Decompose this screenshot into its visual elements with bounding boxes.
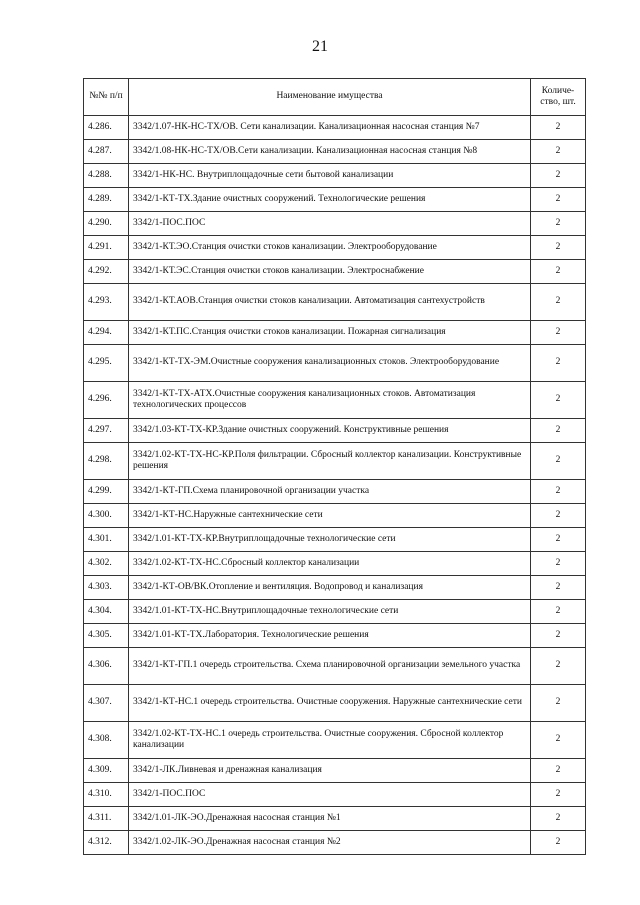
row-name: 3342/1.02-КТ-ТХ-НС-КР.Поля фильтрации. Сбросный коллектор канализации. Конструктивные решения bbox=[129, 443, 531, 480]
table-row bbox=[84, 685, 586, 722]
row-name: 3342/1.07-НК-НС-ТХ/ОВ. Сети канализации. Канализационная насосная станция №7 bbox=[129, 116, 531, 140]
row-number: 4.306. bbox=[84, 648, 129, 685]
table-row bbox=[84, 807, 586, 831]
row-number: 4.288. bbox=[84, 164, 129, 188]
row-number: 4.299. bbox=[84, 480, 129, 504]
row-number: 4.289. bbox=[84, 188, 129, 212]
row-number: 4.296. bbox=[84, 382, 129, 419]
table-row bbox=[84, 188, 586, 212]
table-row bbox=[84, 648, 586, 685]
row-name: 3342/1.01-КТ-ТХ.Лаборатория. Технологические решения bbox=[129, 624, 531, 648]
row-quantity: 2 bbox=[531, 480, 586, 504]
row-quantity: 2 bbox=[531, 284, 586, 321]
table-row bbox=[84, 504, 586, 528]
row-number: 4.305. bbox=[84, 624, 129, 648]
row-quantity: 2 bbox=[531, 648, 586, 685]
header-quantity: Количе-ство, шт. bbox=[531, 79, 586, 116]
table-row bbox=[84, 164, 586, 188]
row-quantity: 2 bbox=[531, 116, 586, 140]
row-number: 4.292. bbox=[84, 260, 129, 284]
row-number: 4.309. bbox=[84, 759, 129, 783]
header-number: №№ п/п bbox=[84, 79, 129, 116]
table-row bbox=[84, 284, 586, 321]
table-row bbox=[84, 759, 586, 783]
row-quantity: 2 bbox=[531, 419, 586, 443]
row-number: 4.307. bbox=[84, 685, 129, 722]
row-quantity: 2 bbox=[531, 504, 586, 528]
row-name: 3342/1.02-ЛК-ЭО.Дренажная насосная станция №2 bbox=[129, 831, 531, 855]
table-row bbox=[84, 321, 586, 345]
row-name: 3342/1-КТ-ГП.1 очередь строительства. Схема планировочной организации земельного участка bbox=[129, 648, 531, 685]
row-name: 3342/1.03-КТ-ТХ-КР.Здание очистных сооружений. Конструктивные решения bbox=[129, 419, 531, 443]
row-name: 3342/1-НК-НС. Внутриплощадочные сети бытовой канализации bbox=[129, 164, 531, 188]
row-name: 3342/1-КТ-ОВ/ВК.Отопление и вентиляция. Водопровод и канализация bbox=[129, 576, 531, 600]
row-name: 3342/1-ПОС.ПОС bbox=[129, 212, 531, 236]
row-name: 3342/1.02-КТ-ТХ-НС.1 очередь строительства. Очистные сооружения. Сбросной коллектор канализации bbox=[129, 722, 531, 759]
table-row bbox=[84, 116, 586, 140]
row-name: 3342/1-КТ-ТХ.Здание очистных сооружений. Технологические решения bbox=[129, 188, 531, 212]
page-number: 21 bbox=[312, 38, 328, 55]
row-number: 4.300. bbox=[84, 504, 129, 528]
table-row bbox=[84, 419, 586, 443]
row-quantity: 2 bbox=[531, 164, 586, 188]
row-number: 4.294. bbox=[84, 321, 129, 345]
table-row bbox=[84, 722, 586, 759]
row-number: 4.312. bbox=[84, 831, 129, 855]
row-quantity: 2 bbox=[531, 382, 586, 419]
row-quantity: 2 bbox=[531, 722, 586, 759]
row-number: 4.311. bbox=[84, 807, 129, 831]
row-number: 4.304. bbox=[84, 600, 129, 624]
table-row bbox=[84, 140, 586, 164]
row-name: 3342/1-КТ-ГП.Схема планировочной организации участка bbox=[129, 480, 531, 504]
table-row bbox=[84, 528, 586, 552]
inventory-table bbox=[83, 78, 586, 855]
row-name: 3342/1-КТ-ТХ-АТХ.Очистные сооружения канализационных стоков. Автоматизация технологических процессов bbox=[129, 382, 531, 419]
row-number: 4.303. bbox=[84, 576, 129, 600]
row-name: 3342/1-КТ.ЭО.Станция очистки стоков канализации. Электрооборудование bbox=[129, 236, 531, 260]
table-row bbox=[84, 345, 586, 382]
row-name: 3342/1.01-КТ-ТХ-НС.Внутриплощадочные технологические сети bbox=[129, 600, 531, 624]
row-quantity: 2 bbox=[531, 260, 586, 284]
table-row bbox=[84, 236, 586, 260]
table-row bbox=[84, 831, 586, 855]
row-number: 4.290. bbox=[84, 212, 129, 236]
row-quantity: 2 bbox=[531, 807, 586, 831]
table-row bbox=[84, 212, 586, 236]
row-quantity: 2 bbox=[531, 576, 586, 600]
row-number: 4.302. bbox=[84, 552, 129, 576]
row-name: 3342/1-КТ-НС.1 очередь строительства. Очистные сооружения. Наружные сантехнические сети bbox=[129, 685, 531, 722]
row-number: 4.286. bbox=[84, 116, 129, 140]
header-name: Наименование имущества bbox=[129, 79, 531, 116]
table-row bbox=[84, 783, 586, 807]
row-quantity: 2 bbox=[531, 759, 586, 783]
row-quantity: 2 bbox=[531, 552, 586, 576]
table-row bbox=[84, 624, 586, 648]
row-number: 4.297. bbox=[84, 419, 129, 443]
table-row bbox=[84, 382, 586, 419]
row-quantity: 2 bbox=[531, 345, 586, 382]
row-name: 3342/1.08-НК-НС-ТХ/ОВ.Сети канализации. Канализационная насосная станция №8 bbox=[129, 140, 531, 164]
row-number: 4.310. bbox=[84, 783, 129, 807]
row-number: 4.287. bbox=[84, 140, 129, 164]
row-name: 3342/1.01-ЛК-ЭО.Дренажная насосная станция №1 bbox=[129, 807, 531, 831]
table-row bbox=[84, 576, 586, 600]
table-row bbox=[84, 600, 586, 624]
row-name: 3342/1-КТ-НС.Наружные сантехнические сети bbox=[129, 504, 531, 528]
row-number: 4.298. bbox=[84, 443, 129, 480]
row-name: 3342/1-КТ-ТХ-ЭМ.Очистные сооружения канализационных стоков. Электрооборудование bbox=[129, 345, 531, 382]
row-quantity: 2 bbox=[531, 212, 586, 236]
row-quantity: 2 bbox=[531, 685, 586, 722]
table-row bbox=[84, 480, 586, 504]
row-quantity: 2 bbox=[531, 188, 586, 212]
row-quantity: 2 bbox=[531, 783, 586, 807]
row-name: 3342/1.02-КТ-ТХ-НС.Сбросный коллектор канализации bbox=[129, 552, 531, 576]
row-name: 3342/1.01-КТ-ТХ-КР.Внутриплощадочные технологические сети bbox=[129, 528, 531, 552]
table-body bbox=[84, 116, 586, 855]
header-row bbox=[84, 79, 586, 116]
row-quantity: 2 bbox=[531, 443, 586, 480]
row-quantity: 2 bbox=[531, 528, 586, 552]
row-quantity: 2 bbox=[531, 600, 586, 624]
row-name: 3342/1-КТ.АОВ.Станция очистки стоков канализации. Автоматизация сантехустройств bbox=[129, 284, 531, 321]
row-number: 4.291. bbox=[84, 236, 129, 260]
table-row bbox=[84, 443, 586, 480]
row-quantity: 2 bbox=[531, 831, 586, 855]
row-quantity: 2 bbox=[531, 321, 586, 345]
row-quantity: 2 bbox=[531, 624, 586, 648]
table-row bbox=[84, 260, 586, 284]
row-number: 4.295. bbox=[84, 345, 129, 382]
row-name: 3342/1-ПОС.ПОС bbox=[129, 783, 531, 807]
row-quantity: 2 bbox=[531, 140, 586, 164]
row-quantity: 2 bbox=[531, 236, 586, 260]
row-name: 3342/1-КТ.ЭС.Станция очистки стоков канализации. Электроснабжение bbox=[129, 260, 531, 284]
table-row bbox=[84, 552, 586, 576]
table-header bbox=[84, 79, 586, 116]
row-number: 4.308. bbox=[84, 722, 129, 759]
row-number: 4.293. bbox=[84, 284, 129, 321]
row-number: 4.301. bbox=[84, 528, 129, 552]
row-name: 3342/1-ЛК.Ливневая и дренажная канализация bbox=[129, 759, 531, 783]
row-name: 3342/1-КТ.ПС.Станция очистки стоков канализации. Пожарная сигнализация bbox=[129, 321, 531, 345]
